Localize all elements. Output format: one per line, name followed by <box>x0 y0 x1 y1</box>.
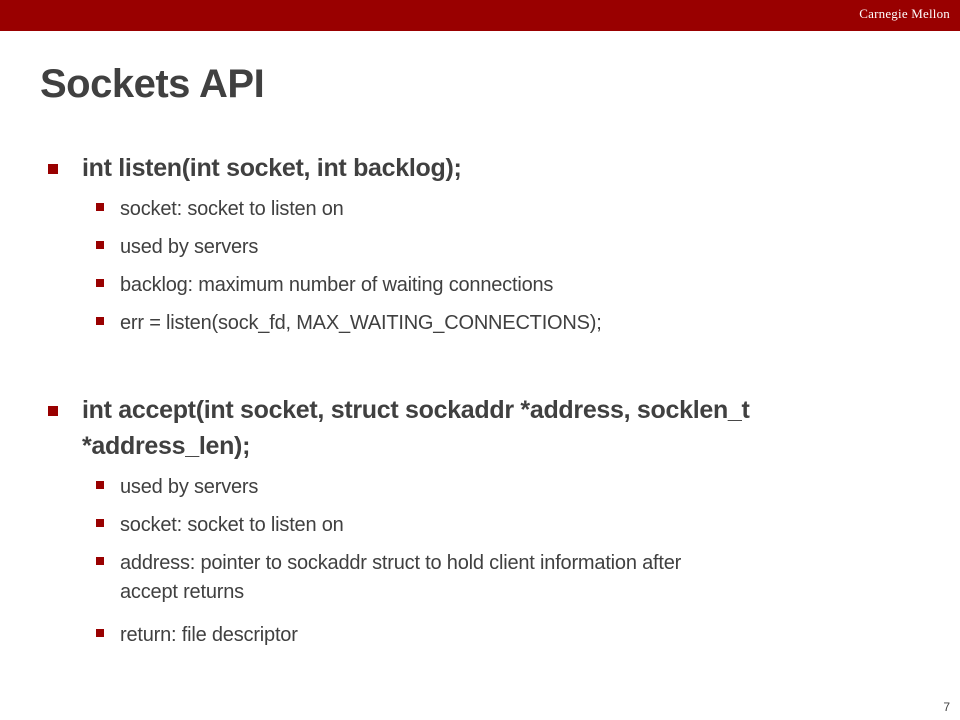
slide-title: Sockets API <box>40 62 265 106</box>
listen-signature: int listen(int socket, int backlog); <box>82 154 462 182</box>
square-bullet-icon <box>96 317 104 325</box>
square-bullet-icon <box>48 164 58 174</box>
brand-label: Carnegie Mellon <box>859 6 950 21</box>
sub-bullet-text: backlog: maximum number of waiting connections <box>120 274 554 296</box>
square-bullet-icon <box>96 557 104 565</box>
sub-bullet-text: return: file descriptor <box>120 624 298 646</box>
sub-bullet-text-line1: address: pointer to sockaddr struct to hold client information after <box>120 552 682 574</box>
sub-bullet-text: socket: socket to listen on <box>120 514 344 536</box>
square-bullet-icon <box>96 241 104 249</box>
square-bullet-icon <box>48 406 58 416</box>
sub-bullet-text: used by servers <box>120 476 259 498</box>
sub-bullet-text: err = listen(sock_fd, MAX_WAITING_CONNECTIONS); <box>120 312 602 334</box>
accept-signature-line1: int accept(int socket, struct sockaddr *address, socklen_t <box>82 396 750 424</box>
square-bullet-icon <box>96 481 104 489</box>
square-bullet-icon <box>96 203 104 211</box>
accept-signature-line2: *address_len); <box>82 432 251 460</box>
sub-bullet-text-line2: accept returns <box>120 581 244 603</box>
square-bullet-icon <box>96 519 104 527</box>
sub-bullet-text: socket: socket to listen on <box>120 198 344 220</box>
page-number: 7 <box>943 700 950 714</box>
square-bullet-icon <box>96 629 104 637</box>
square-bullet-icon <box>96 279 104 287</box>
sub-bullet-text: used by servers <box>120 236 259 258</box>
